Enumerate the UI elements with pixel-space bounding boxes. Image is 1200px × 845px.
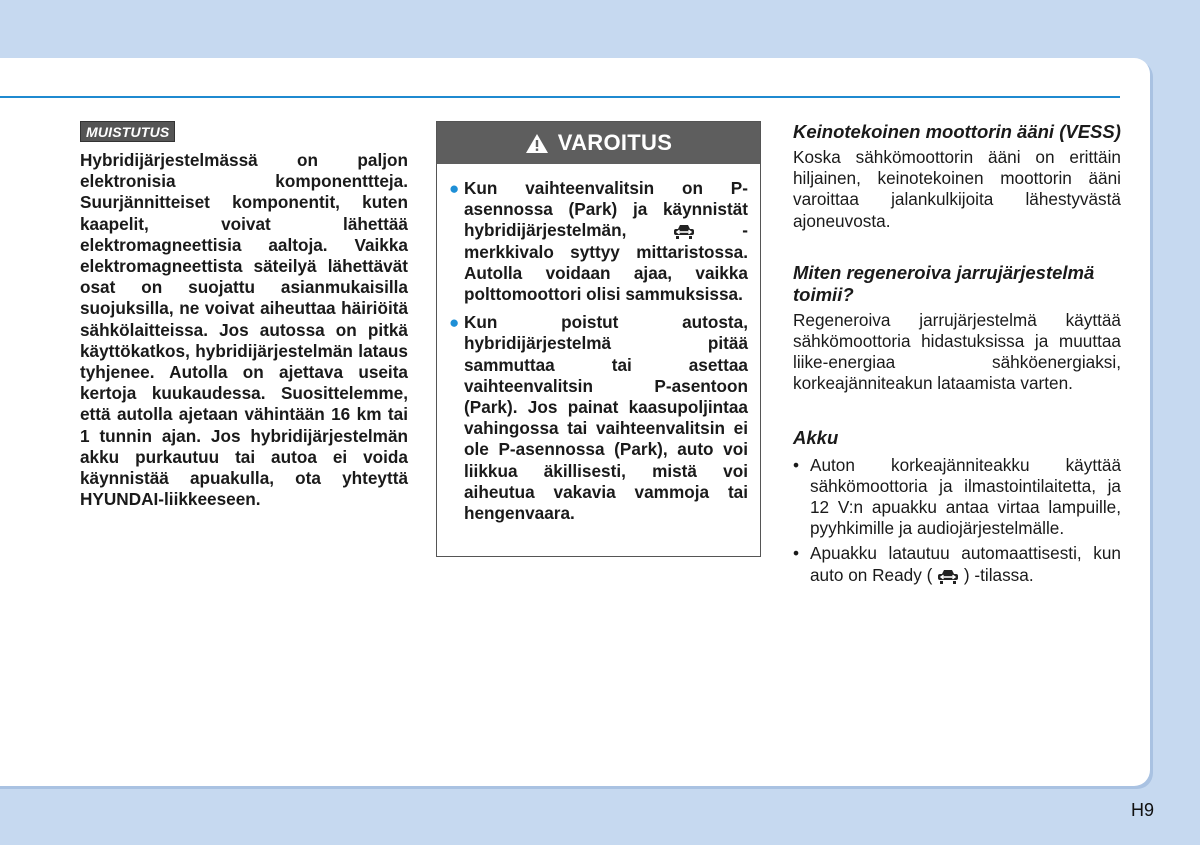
akku-list (793, 455, 1121, 586)
warning-item-1-text: Kun vaihteenvalitsin on P-asennossa (Park) ja käynnistät hybridijärjestelmän, (464, 178, 748, 241)
page-number: H9 (1131, 800, 1155, 820)
bullet-icon: ● (449, 179, 460, 198)
note-text: Hybridijärjestelmässä on paljon elektronisia komponenttteja. Suurjännitteiset komponentit, kuten kaapelit, voivat lähettää elektromagneettisia aaltoja. Vaikka elektromagneettista säteilyä lähettävät osat on suojattu asianmukaisilla suojuksilla, ne voivat aiheuttaa häiriöitä sähkölaitteissa. Jos autossa on pitkä käyttökatkos, hybridijärjestelmän lataus tyhjenee. Autolla on ajettava useita kertoja kuukaudessa. Suosittelemme, että autolla ajetaan vähintään 16 km tai 1 tunnin ajan. Jos hybridijärjestelmän akku purkautuu tai autoa ei voida käynnistää apuakulla, ota yhteyttä HYUNDAI-liikkeeseen. (80, 150, 408, 510)
warning-column (436, 121, 763, 557)
warning-item (449, 178, 748, 305)
warning-title: VAROITUS (557, 130, 673, 155)
akku-item (793, 455, 1121, 540)
bullet-icon: ● (449, 313, 460, 333)
warning-item (449, 312, 748, 524)
akku-item-2-text-cont: ) -tilassa. (963, 564, 1034, 585)
warning-item-1-text-cont: -merkkivalo syttyy mittaristossa. Autolla voidaan ajaa, vaikka polttomoottori olisi sammuksissa. (464, 220, 748, 305)
akku-item-1-text: Auton korkeajänniteakku käyttää sähkömoottoria ja ilmastointilaitetta, ja 12 V:n apuakku antaa virtaa lampuille, pyyhkimille ja audiojärjestelmälle. (810, 454, 1121, 539)
warning-header (437, 122, 760, 164)
regen-text: Regeneroiva jarrujärjestelmä käyttää sähkömoottoria hidastuksissa ja muuttaa liike-energiaa sähköenergiaksi, korkeajänniteakun lataamista varten. (793, 309, 1121, 394)
akku-heading: Akku (793, 426, 839, 448)
bullet-icon: • (793, 454, 800, 475)
vess-heading: Keinotekoinen moottorin ääni (VESS) (793, 121, 1121, 142)
regen-heading: Miten regeneroiva jarrujärjestelmä toimii? (793, 261, 1095, 305)
note-column (80, 121, 408, 510)
vess-text: Koska sähkömoottorin ääni on erittäin hiljainen, keinotekoinen moottorin ääni varoittaa jalankulkijoita lähestyvästä ajoneuvosta. (793, 147, 1121, 231)
warning-list (437, 164, 760, 524)
note-tag: MUISTUTUS (80, 121, 175, 142)
warning-triangle-icon (525, 133, 549, 154)
header-rule (0, 96, 1120, 98)
warning-item-2-text: Kun poistut autosta, hybridijärjestelmä pitää sammuttaa tai asettaa vaihteenvalitsin P-asentoon (Park). Jos painat kaasupoljintaa vahingossa tai vaihteenvalitsin ei ole P-asennossa (Park), auto voi liikkua äkillisesti, mistä voi aiheutua vakavia vammoja tai hengenvaara. (464, 312, 748, 524)
ready-car-icon (937, 568, 959, 584)
akku-item-2-text: Apuakku latautuu automaattisesti, kun auto on Ready ( (810, 543, 1121, 585)
warning-box (436, 121, 761, 557)
info-column (793, 121, 1121, 590)
bullet-icon: • (793, 543, 800, 564)
ready-car-icon (673, 223, 695, 239)
akku-item (793, 543, 1121, 585)
